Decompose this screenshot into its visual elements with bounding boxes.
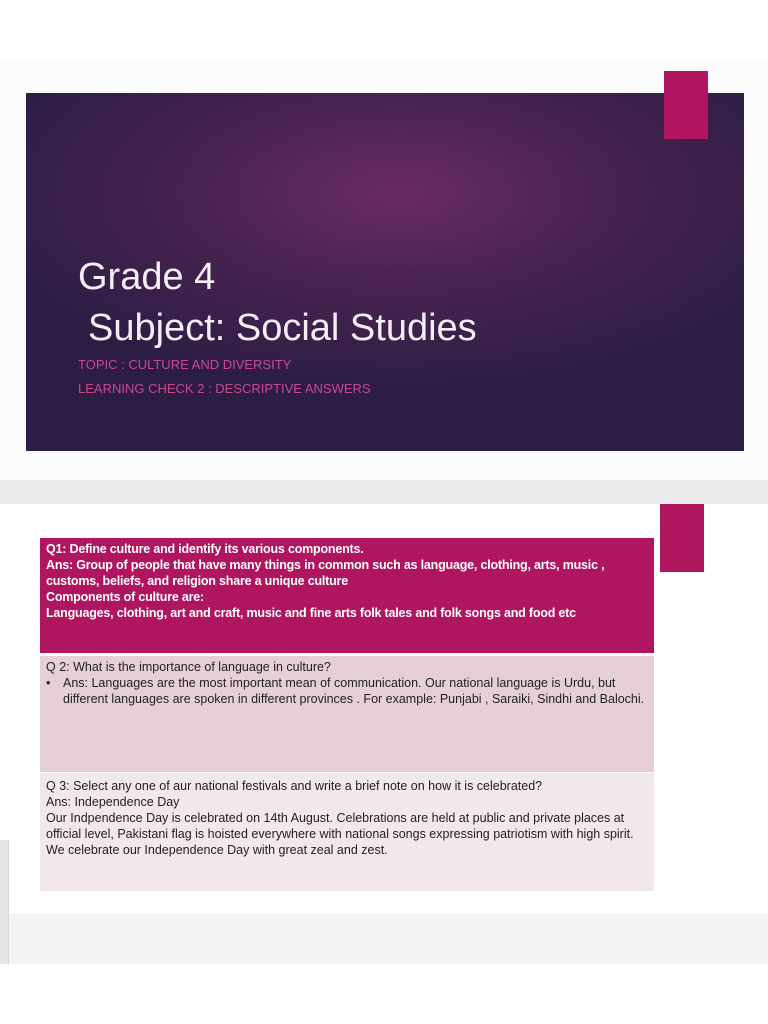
accent-block xyxy=(660,504,704,572)
question-3-answer-title: Ans: Independence Day xyxy=(46,795,180,809)
slide-topic: TOPIC : CULTURE AND DIVERSITY xyxy=(78,357,292,372)
bullet-icon: • xyxy=(46,676,51,690)
components-list: Languages, clothing, art and craft, music and fine arts folk tales and folk songs and food etc xyxy=(46,606,576,620)
top-margin xyxy=(0,0,768,62)
question-1-box xyxy=(40,538,654,653)
slide-separator xyxy=(0,480,768,504)
page-edge xyxy=(0,840,9,964)
question-3-box xyxy=(40,773,654,891)
slide-title-subject: Subject: Social Studies xyxy=(88,307,477,349)
bottom-margin xyxy=(0,964,768,1024)
components-heading: Components of culture are: xyxy=(46,590,205,604)
bottom-separator xyxy=(0,914,768,964)
question-2-answer: Ans: Languages are the most important mean of communication. Our national language is Urdu, but different languages are spoken in different provinces . For example: Punjabi , Saraiki, Sindhi and Balochi. xyxy=(63,676,645,706)
question-1-text: Q1: Define culture and identify its various components. xyxy=(46,542,364,556)
accent-block xyxy=(664,71,708,139)
question-2-box xyxy=(40,656,654,772)
question-2-answer-row xyxy=(46,675,648,707)
slide-learning-check: LEARNING CHECK 2 : DESCRIPTIVE ANSWERS xyxy=(78,381,371,396)
question-3-answer: Our Indpendence Day is celebrated on 14th August. Celebrations are held at public and private places at official level, Pakistani flag is hoisted everywhere with national songs expressing patriotism with high spirit. We celebrate our Independence Day with great zeal and zest. xyxy=(46,811,634,857)
slide-title-grade: Grade 4 xyxy=(78,256,216,298)
question-1-answer: Ans: Group of people that have many things in common such as language, clothing, arts, music , customs, beliefs, and religion share a unique culture xyxy=(46,558,605,588)
question-2-text: Q 2: What is the importance of language in culture? xyxy=(46,660,331,674)
question-3-text: Q 3: Select any one of aur national festivals and write a brief note on how it is celebrated? xyxy=(46,779,543,793)
